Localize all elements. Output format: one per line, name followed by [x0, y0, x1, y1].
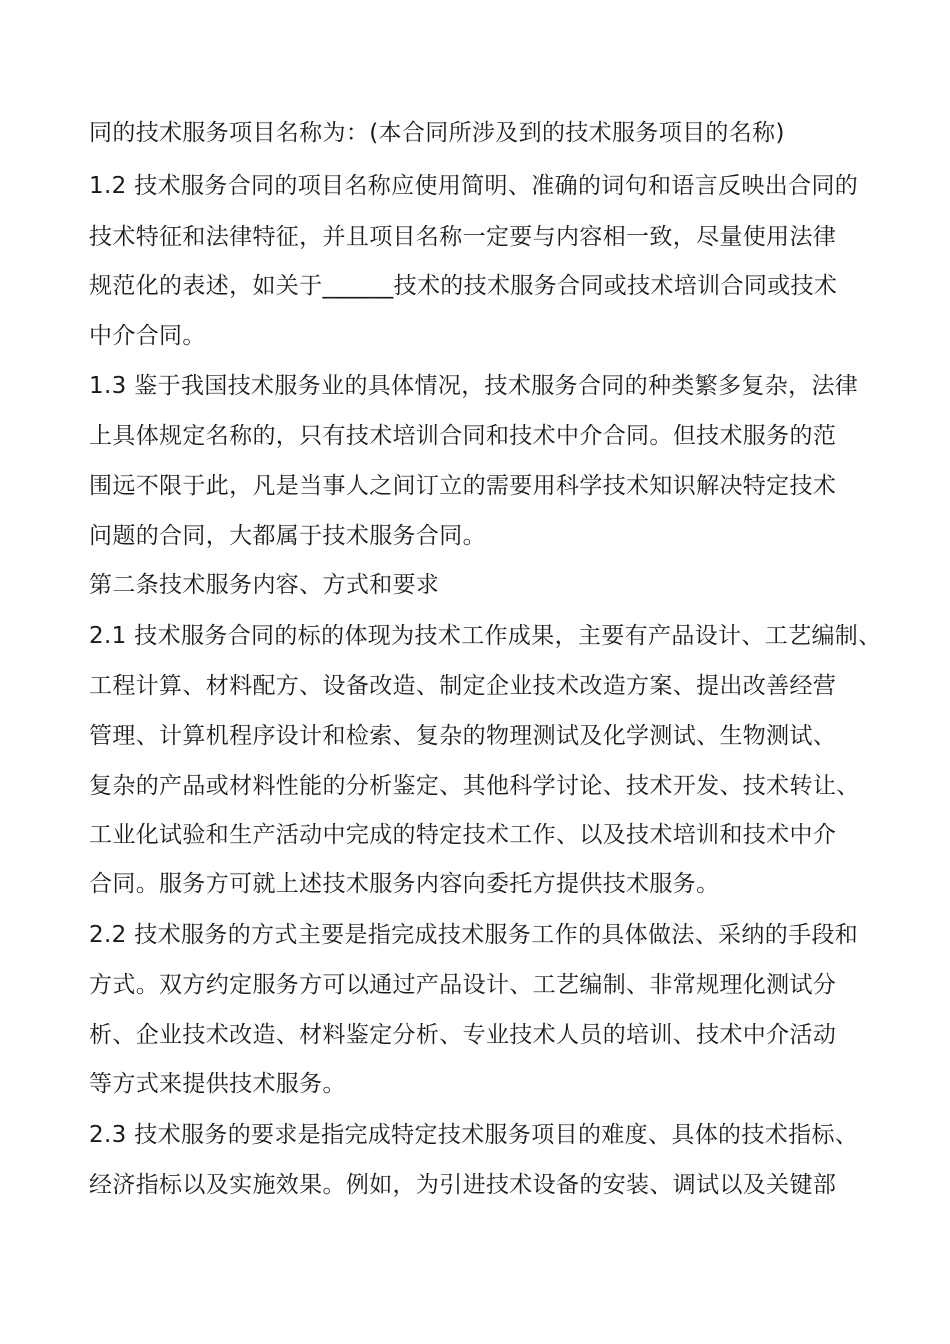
text-line: 上具体规定名称的，只有技术培训合同和技术中介合同。但技术服务的范	[89, 423, 837, 449]
text-line: 问题的合同，大都属于技术服务合同。	[89, 523, 486, 549]
text-line: 合同。服务方可就上述技术服务内容向委托方提供技术服务。	[89, 871, 720, 897]
text-line: 经济指标以及实施效果。例如，为引进技术设备的安装、调试以及关键部	[89, 1172, 837, 1198]
text-line: 工业化试验和生产活动中完成的特定技术工作、以及技术培训和技术中介	[89, 822, 837, 848]
text-line: 等方式来提供技术服务。	[89, 1071, 346, 1097]
text-line: 复杂的产品或材料性能的分析鉴定、其他科学讨论、技术开发、技术转让、	[89, 773, 860, 799]
text-line: 围远不限于此，凡是当事人之间订立的需要用科学技术知识解决特定技术	[89, 473, 837, 499]
text-line: 2.2 技术服务的方式主要是指完成技术服务工作的具体做法、采纳的手段和	[89, 922, 859, 948]
text-line: 1.3 鉴于我国技术服务业的具体情况，技术服务合同的种类繁多复杂，法律	[89, 373, 859, 399]
text-line: 2.1 技术服务合同的标的体现为技术工作成果，主要有产品设计、工艺编制、	[89, 623, 882, 649]
text-line: 2.3 技术服务的要求是指完成特定技术服务项目的难度、具体的技术指标、	[89, 1122, 859, 1148]
text-line: 析、企业技术改造、材料鉴定分析、专业技术人员的培训、技术中介活动	[89, 1022, 837, 1048]
text-line: 方式。双方约定服务方可以通过产品设计、工艺编制、非常规理化测试分	[89, 972, 837, 998]
text-line: 规范化的表述，如关于______技术的技术服务合同或技术培训合同或技术	[89, 273, 838, 299]
text-line: 管理、计算机程序设计和检索、复杂的物理测试及化学测试、生物测试、	[89, 723, 837, 749]
text-line: 中介合同。	[89, 323, 206, 349]
text-line: 1.2 技术服务合同的项目名称应使用简明、准确的词句和语言反映出合同的	[89, 173, 859, 199]
text-line: 技术特征和法律特征，并且项目名称一定要与内容相一致，尽量使用法律	[89, 224, 837, 250]
section-heading: 第二条技术服务内容、方式和要求	[89, 572, 440, 598]
text-line: 工程计算、材料配方、设备改造、制定企业技术改造方案、提出改善经营	[89, 673, 837, 699]
text-line: 同的技术服务项目名称为：(本合同所涉及到的技术服务项目的名称)	[89, 120, 785, 146]
